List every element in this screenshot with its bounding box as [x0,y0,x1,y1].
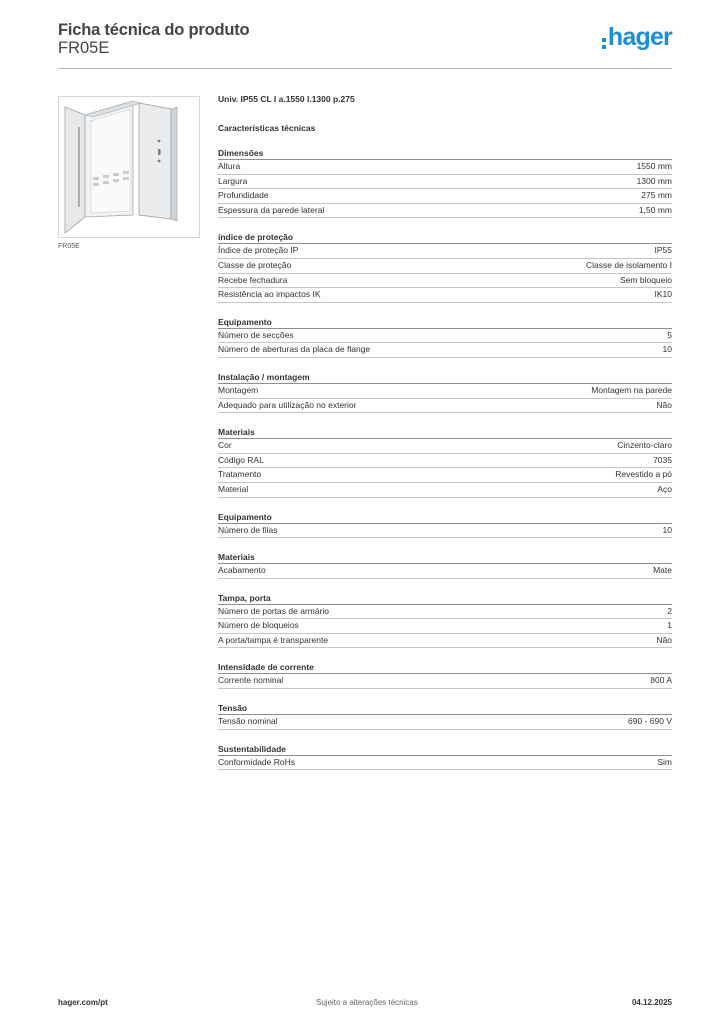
spec-value: Não [656,634,672,645]
spec-group-title: Tampa, porta [218,592,672,605]
spec-label: A porta/tampa é transparente [218,634,329,645]
spec-row [218,605,672,620]
spec-label: Número de filas [218,524,278,535]
spec-group [218,592,672,649]
spec-row [218,634,672,649]
spec-value: Cinzento-claro [617,440,672,451]
spec-value: IP55 [654,245,672,256]
spec-group-title: Instalação / montagem [218,371,672,384]
spec-value: 1,50 mm [638,204,672,215]
spec-row [218,483,672,498]
spec-row [218,399,672,414]
spec-value: 5 [667,329,672,340]
document-title: Ficha técnica do produto [58,21,250,39]
spec-groups [218,147,672,770]
spec-row [218,439,672,454]
spec-label: Espessura da parede lateral [218,204,325,215]
spec-value: 1300 mm [636,175,672,186]
spec-group-title: Materiais [218,426,672,439]
spec-row [218,619,672,634]
spec-value: 2 [667,605,672,616]
spec-label: Profundidade [218,190,269,201]
spec-label: Código RAL [218,454,264,465]
spec-label: Largura [218,175,248,186]
spec-group [218,371,672,413]
spec-group [218,231,672,302]
section-title: Características técnicas [218,123,316,133]
spec-row [218,674,672,689]
spec-label: Adequado para utilização no exterior [218,399,357,410]
spec-sheet [218,93,672,770]
product-image [58,96,200,238]
spec-label: Montagem [218,384,259,395]
spec-row [218,468,672,483]
spec-label: Resistência ao impactos IK [218,289,321,300]
spec-label: Número de secções [218,329,294,340]
spec-row [218,175,672,190]
spec-row [218,343,672,358]
spec-row [218,524,672,539]
spec-value: 800 A [650,675,672,686]
spec-group [218,147,672,218]
header-divider [58,68,672,69]
spec-group-title: Equipamento [218,511,672,524]
page-header [58,21,672,69]
spec-row [218,204,672,219]
cabinet-illustration [59,97,199,237]
logo-dots-icon [602,38,606,49]
spec-label: Classe de proteção [218,259,292,270]
footer-url[interactable]: hager.com/pt [58,998,108,1007]
spec-value: Classe de isolamento I [586,259,672,270]
spec-value: Revestido a pó [615,469,672,480]
spec-label: Material [218,483,249,494]
spec-label: Índice de proteção IP [218,245,299,256]
spec-value: Montagem na parede [591,384,672,395]
spec-group [218,316,672,358]
logo-text: hager [607,23,672,51]
spec-row [218,756,672,771]
spec-group-title: Materiais [218,551,672,564]
spec-group-title: índice de proteção [218,231,672,244]
spec-value: Não [656,399,672,410]
spec-value: Sim [657,756,672,767]
spec-row [218,564,672,579]
footer-date: 04.12.2025 [631,998,672,1007]
spec-value: IK10 [654,289,672,300]
spec-row [218,454,672,469]
spec-label: Acabamento [218,565,266,576]
spec-group [218,702,672,730]
spec-value: 275 mm [641,190,672,201]
hager-logo [602,23,672,52]
spec-row [218,274,672,289]
spec-row [218,329,672,344]
spec-value: 10 [662,344,672,355]
spec-row [218,384,672,399]
spec-row [218,189,672,204]
spec-label: Conformidade RoHs [218,756,296,767]
spec-row [218,160,672,175]
spec-row [218,244,672,259]
spec-label: Recebe fechadura [218,274,288,285]
spec-row [218,259,672,274]
spec-group [218,743,672,771]
spec-group-title: Dimensões [218,147,672,160]
spec-value: 690 - 690 V [628,716,672,727]
spec-value: 1550 mm [636,161,672,171]
spec-group [218,511,672,539]
spec-label: Tratamento [218,469,262,480]
spec-value: 1 [667,620,672,631]
spec-value: 7035 [653,454,672,465]
footer-note: Sujeito a alterações técnicas [316,998,418,1007]
spec-value: 10 [662,524,672,535]
product-name: Univ. IP55 CL I a.1550 l.1300 p.275 [218,94,355,104]
spec-label: Número de aberturas da placa de flange [218,344,371,355]
spec-group-title: Tensão [218,702,672,715]
spec-group-title: Intensidade de corrente [218,661,672,674]
spec-row [218,715,672,730]
spec-label: Número de bloqueios [218,620,299,631]
spec-label: Cor [218,440,232,451]
spec-group [218,426,672,497]
spec-label: Número de portas de armário [218,605,330,616]
spec-label: Tensão nominal [218,716,278,727]
spec-value: Sem bloqueio [620,274,672,285]
image-caption: FR05E [58,243,80,250]
spec-group [218,551,672,579]
spec-group-title: Equipamento [218,316,672,329]
spec-label: Altura [218,161,241,171]
product-code: FR05E [58,39,110,57]
spec-group-title: Sustentabilidade [218,743,672,756]
spec-row [218,288,672,303]
spec-value: Aço [657,483,672,494]
spec-value: Mate [653,565,672,576]
spec-group [218,661,672,689]
spec-label: Corrente nominal [218,675,284,686]
